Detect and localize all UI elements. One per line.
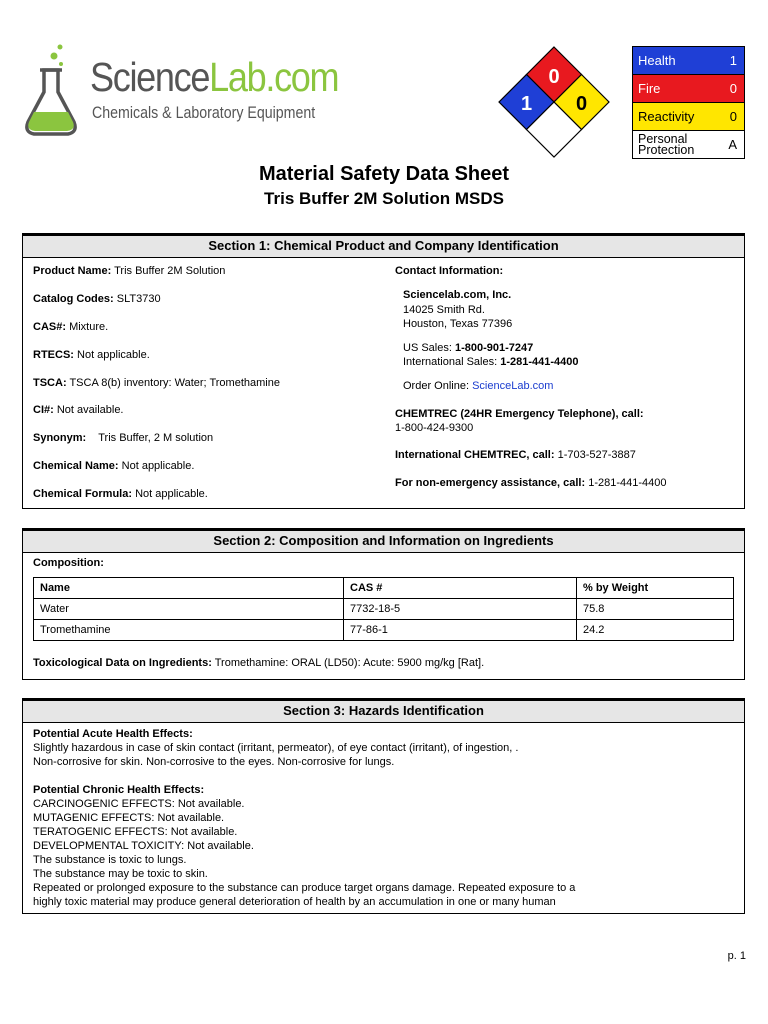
acute-effects-line: Non-corrosive for skin. Non-corrosive to the eyes. Non-corrosive for lungs. — [33, 756, 395, 768]
flask-icon — [20, 42, 82, 142]
hazards-body — [33, 727, 575, 909]
chronic-effects-line: Repeated or prolonged exposure to the substance can produce target organs damage. Repeated exposure to a — [33, 882, 576, 894]
document-title: Material Safety Data Sheet — [258, 163, 510, 185]
column-header-name: Name — [34, 578, 344, 599]
us-sales: US Sales: 1-800-901-7247 — [403, 342, 534, 354]
section-2-header: Section 2: Composition and Information on Ingredients — [23, 529, 744, 553]
chemical-name-field: Chemical Name: Not applicable. — [33, 460, 195, 472]
table-header-row — [34, 578, 734, 599]
catalog-codes-field: Catalog Codes: SLT3730 — [33, 293, 161, 305]
hmis-reactivity-row — [632, 102, 745, 130]
sciencelab-logo — [20, 42, 339, 142]
chemtrec-label: CHEMTREC (24HR Emergency Telephone), call: — [395, 408, 644, 420]
hmis-label — [632, 46, 745, 159]
contact-information-label: Contact Information: — [395, 265, 504, 277]
document-subtitle: Tris Buffer 2M Solution MSDS — [264, 189, 504, 208]
nfpa-fire-value: 0 — [548, 66, 560, 88]
section-3-header: Section 3: Hazards Identification — [23, 699, 744, 723]
hmis-reactivity-value: 0 — [729, 109, 737, 124]
column-header-cas: CAS # — [344, 578, 577, 599]
chronic-effects-line: MUTAGENIC EFFECTS: Not available. — [33, 812, 225, 824]
section-1-header: Section 1: Chemical Product and Company Identification — [23, 234, 744, 258]
hmis-ppe-value: A — [728, 137, 737, 152]
chronic-effects-line: The substance may be toxic to skin. — [33, 868, 208, 880]
cas-field: CAS#: Mixture. — [33, 321, 109, 333]
international-sales: International Sales: 1-281-441-4400 — [403, 356, 579, 368]
section-3 — [22, 698, 745, 914]
company-address-line1: 14025 Smith Rd. — [403, 304, 485, 316]
synonym-field: Synonym: Tris Buffer, 2 M solution — [33, 432, 214, 444]
composition-table — [33, 577, 734, 641]
nfpa-reactivity-value: 0 — [575, 93, 588, 115]
chronic-effects-line: CARCINOGENIC EFFECTS: Not available. — [33, 798, 245, 810]
chronic-effects-line: TERATOGENIC EFFECTS: Not available. — [33, 826, 238, 838]
nfpa-diamond — [498, 46, 610, 158]
table-cell: 24.2 — [577, 620, 734, 641]
chronic-effects-line: DEVELOPMENTAL TOXICITY: Not available. — [33, 840, 254, 852]
product-name-field: Product Name: Tris Buffer 2M Solution — [33, 265, 226, 277]
hmis-fire-row — [632, 74, 745, 102]
toxicological-data: Toxicological Data on Ingredients: Tromethamine: ORAL (LD50): Acute: 5900 mg/kg [Rat]. — [33, 657, 485, 669]
hmis-ppe-row — [632, 130, 745, 159]
acute-effects-line: Slightly hazardous in case of skin contact (irritant, permeator), of eye contact (irritant), of ingestion, . — [33, 742, 519, 754]
hmis-health-label: Health — [638, 53, 676, 68]
acute-effects-label: Potential Acute Health Effects: — [33, 728, 193, 740]
non-emergency-assistance: For non-emergency assistance, call: 1-281-441-4400 — [395, 477, 667, 489]
order-online: Order Online: ScienceLab.com — [403, 380, 554, 392]
rtecs-field: RTECS: Not applicable. — [33, 349, 150, 361]
table-cell: 75.8 — [577, 599, 734, 620]
section-2 — [22, 528, 745, 680]
chronic-effects-line: highly toxic material may produce general deterioration of health by an accumulation in one or many human — [33, 896, 556, 908]
spacer — [33, 769, 575, 783]
hmis-health-value: 1 — [729, 53, 737, 68]
logo-wordmark: ScienceLab.com — [90, 54, 339, 100]
company-name: Sciencelab.com, Inc. — [403, 289, 512, 301]
table-cell: 7732-18-5 — [344, 599, 577, 620]
chemical-formula-field: Chemical Formula: Not applicable. — [33, 488, 208, 500]
column-header-weight: % by Weight — [577, 578, 734, 599]
logo-tagline: Chemicals & Laboratory Equipment — [92, 104, 316, 122]
page-number: p. 1 — [727, 950, 746, 962]
international-chemtrec: International CHEMTREC, call: 1-703-527-3887 — [395, 449, 636, 461]
company-address-line2: Houston, Texas 77396 — [403, 318, 513, 330]
table-cell: Tromethamine — [34, 620, 344, 641]
table-row — [34, 599, 734, 620]
hmis-health-row — [632, 46, 745, 74]
section-1 — [22, 233, 745, 509]
table-cell: 77-86-1 — [344, 620, 577, 641]
chronic-effects-line: The substance is toxic to lungs. — [33, 854, 187, 866]
composition-label: Composition: — [33, 557, 104, 569]
table-row — [34, 620, 734, 641]
chronic-effects-label: Potential Chronic Health Effects: — [33, 784, 205, 796]
hmis-ppe-label: Personal Protection — [638, 131, 695, 157]
tsca-field: TSCA: TSCA 8(b) inventory: Water; Tromethamine — [33, 377, 280, 389]
hmis-reactivity-label: Reactivity — [638, 109, 695, 124]
nfpa-health-value: 1 — [520, 93, 533, 115]
table-cell: Water — [34, 599, 344, 620]
ci-field: CI#: Not available. — [33, 404, 124, 416]
hmis-fire-value: 0 — [729, 81, 737, 96]
sciencelab-link[interactable]: ScienceLab.com — [472, 380, 554, 392]
hmis-fire-label: Fire — [638, 81, 661, 96]
chemtrec-phone: 1-800-424-9300 — [395, 422, 474, 434]
